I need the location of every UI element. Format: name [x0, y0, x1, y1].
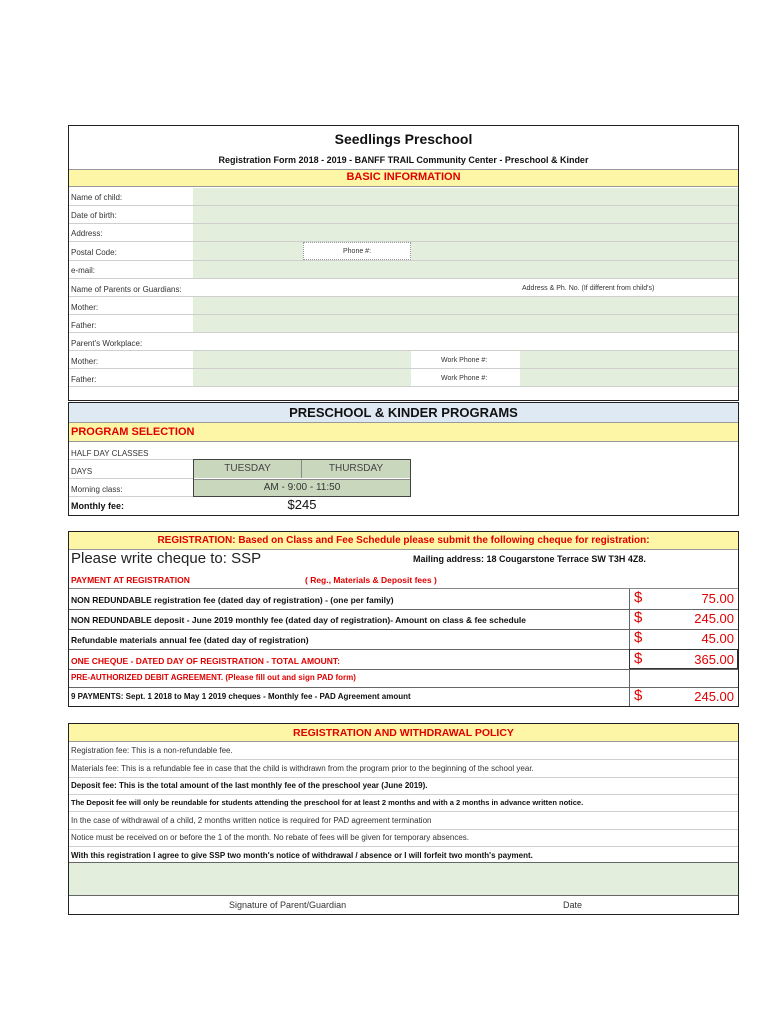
work-father-label: Father: [71, 375, 97, 384]
signature-field[interactable] [69, 863, 738, 896]
work-phone-label-2: Work Phone #: [441, 375, 488, 382]
dob-field[interactable] [193, 206, 738, 223]
monthly-fee-value: $245 [287, 497, 317, 512]
mother-field[interactable] [193, 297, 738, 314]
payments-label: 9 PAYMENTS: Sept. 1 2018 to May 1 2019 cheques - Monthly fee - PAD Agreement amount [71, 692, 411, 701]
dob-label: Date of birth: [71, 211, 117, 220]
fee-row-label: NON REDUNDABLE registration fee (dated day of registration) - (one per family) [71, 595, 394, 605]
total-amount: 365.00 [694, 652, 734, 667]
morning-class-label: Morning class: [71, 485, 123, 494]
days-label: DAYS [71, 467, 93, 476]
father-field[interactable] [193, 315, 738, 332]
work-father-field[interactable] [193, 369, 411, 386]
fee-sign: $ [634, 629, 643, 646]
postal-code-label: Postal Code: [71, 248, 117, 257]
pad-agreement: PRE-AUTHORIZED DEBIT AGREEMENT. (Please fill out and sign PAD form) [71, 673, 356, 682]
payment-at-registration: PAYMENT AT REGISTRATION [71, 575, 190, 585]
policy-line: In the case of withdrawal of a child, 2 months written notice is required for PAD agreement termination [71, 816, 432, 825]
policy-line: Materials fee: This is a refundable fee in case that the child is withdrawn from the program prior to the beginning of the school year. [71, 764, 534, 773]
postal-code-field[interactable] [193, 242, 303, 260]
cheque-payable: Please write cheque to: SSP [71, 550, 262, 567]
work-mother-field[interactable] [193, 351, 411, 368]
morning-time[interactable]: AM - 9:00 - 11:50 [194, 479, 410, 496]
parents-label: Name of Parents or Guardians: [71, 285, 182, 294]
child-name-field[interactable] [193, 188, 738, 205]
basic-info-heading: BASIC INFORMATION [346, 171, 461, 183]
school-title: Seedlings Preschool [334, 131, 473, 147]
total-sign: $ [634, 650, 643, 667]
fee-sign: $ [634, 589, 643, 606]
fee-amount: 75.00 [701, 591, 734, 606]
fees-note: ( Reg., Materials & Deposit fees ) [305, 575, 437, 585]
address-phone-note: Address & Ph. No. (If different from child's) [522, 285, 655, 292]
thursday-option[interactable]: THURSDAY [302, 460, 410, 478]
tuesday-option[interactable]: TUESDAY [194, 460, 302, 478]
phone-field[interactable] [411, 242, 738, 260]
address-field[interactable] [193, 224, 738, 241]
policy-line: Notice must be received on or before the 1 of the month. No rebate of fees will be given for temporary absences. [71, 833, 469, 842]
policy-line: Deposit fee: This is the total amount of the last monthly fee of the preschool year (June 2019). [71, 781, 428, 790]
child-name-label: Name of child: [71, 193, 123, 202]
monthly-fee-label: Monthly fee: [71, 501, 124, 511]
work-phone-field-1[interactable] [520, 351, 738, 368]
date-label: Date [563, 900, 583, 910]
fee-row-label: NON REDUNDABLE deposit - June 2019 monthly fee (dated day of registration)- Amount on class & fee schedule [71, 615, 526, 625]
policy-title: REGISTRATION AND WITHDRAWAL POLICY [293, 727, 514, 739]
agreement-statement: With this registration I agree to give SSP two month's notice of withdrawal / absence or I will forfeit two month's payment. [71, 851, 533, 860]
fee-amount: 45.00 [701, 631, 734, 646]
work-mother-label: Mother: [71, 357, 99, 366]
registration-header: REGISTRATION: Based on Class and Fee Schedule please submit the following cheque for registration: [157, 535, 650, 546]
mailing-address: Mailing address: 18 Cougarstone Terrace SW T3H 4Z8. [413, 554, 646, 564]
payments-sign: $ [634, 687, 643, 704]
workplace-label: Parent's Workplace: [71, 339, 143, 348]
total-label: ONE CHEQUE - DATED DAY OF REGISTRATION - TOTAL AMOUNT: [71, 656, 341, 666]
mother-label: Mother: [71, 303, 99, 312]
email-label: e-mail: [71, 266, 96, 275]
fee-row-label: Refundable materials annual fee (dated day of registration) [71, 635, 309, 645]
work-phone-label-1: Work Phone #: [441, 357, 488, 364]
fee-amount: 245.00 [694, 611, 734, 626]
address-label: Address: [71, 229, 103, 238]
program-selection-heading: PROGRAM SELECTION [71, 426, 195, 438]
half-day-label: HALF DAY CLASSES [71, 449, 149, 458]
email-field[interactable] [193, 261, 738, 278]
programs-title: PRESCHOOL & KINDER PROGRAMS [289, 405, 518, 420]
signature-label: Signature of Parent/Guardian [229, 900, 347, 910]
phone-label: Phone #: [342, 248, 372, 255]
policy-line: Registration fee: This is a non-refundable fee. [71, 746, 233, 755]
fee-sign: $ [634, 609, 643, 626]
work-phone-field-2[interactable] [520, 369, 738, 386]
father-label: Father: [71, 321, 97, 330]
payments-amount: 245.00 [694, 689, 734, 704]
form-subtitle: Registration Form 2018 - 2019 - BANFF TRAIL Community Center - Preschool & Kinder [218, 155, 589, 165]
pad-amount-box [629, 669, 738, 687]
policy-line: The Deposit fee will only be reundable for students attending the preschool for at least 2 months and with a 2 months in advance written notice. [71, 798, 584, 807]
